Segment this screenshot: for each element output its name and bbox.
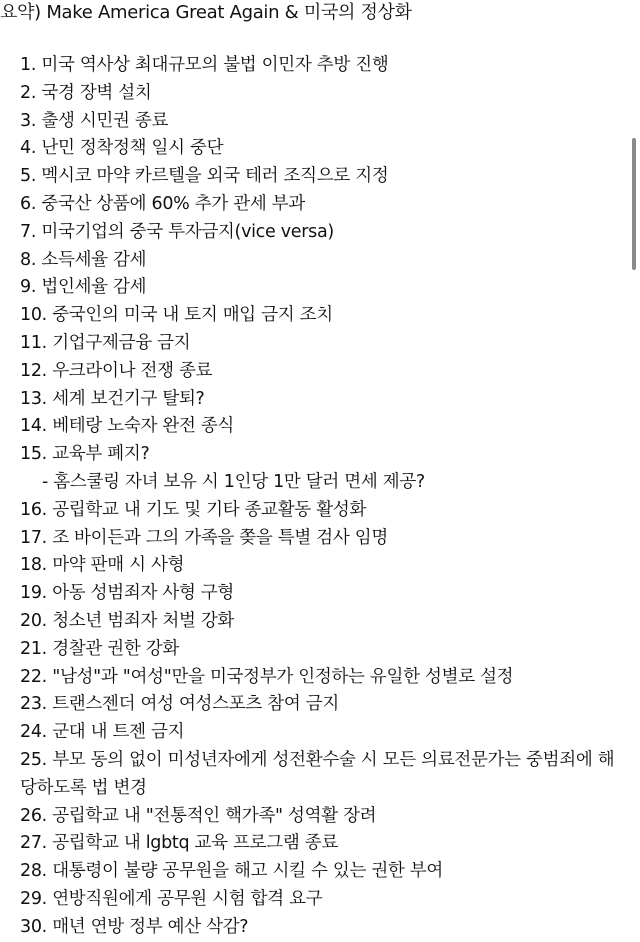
list-item: 29. 연방직원에게 공무원 시험 합격 요구 — [20, 888, 323, 909]
policy-list — [0, 52, 628, 942]
list-item: 13. 세계 보건기구 탈퇴? — [20, 388, 205, 409]
list-item: 15. 교육부 폐지? — [20, 444, 150, 465]
list-item: 20. 청소년 범죄자 처벌 강화 — [20, 610, 235, 631]
list-item: 3. 출생 시민권 종료 — [20, 110, 169, 131]
list-item: 12. 우크라이나 전쟁 종료 — [20, 360, 213, 381]
list-item: 5. 멕시코 마약 카르텔을 외국 테러 조직으로 지정 — [20, 166, 389, 187]
list-item: 22. "남성"과 "여성"만을 미국정부가 인정하는 유일한 성별로 설정 — [20, 666, 514, 687]
list-item: 6. 중국산 상품에 60% 추가 관세 부과 — [20, 193, 305, 214]
list-item: 7. 미국기업의 중국 투자금지(vice versa) — [20, 221, 334, 242]
document-title: 요약) Make America Great Again & 미국의 정상화 — [0, 2, 412, 23]
list-item: 2. 국경 장벽 설치 — [20, 82, 152, 103]
list-item: 24. 군대 내 트젠 금지 — [20, 722, 185, 743]
list-item: 18. 마약 판매 시 사형 — [20, 555, 185, 576]
list-item: 11. 기업구제금융 금지 — [20, 332, 191, 353]
vertical-scrollbar[interactable] — [632, 138, 636, 270]
list-item: 26. 공립학교 내 "전통적인 핵가족" 성역활 장려 — [20, 805, 377, 826]
list-item: 10. 중국인의 미국 내 토지 매입 금지 조치 — [20, 305, 333, 326]
list-item: 1. 미국 역사상 최대규모의 불법 이민자 추방 진행 — [20, 55, 389, 75]
list-item: 9. 법인세율 감세 — [20, 277, 147, 298]
list-item: 27. 공립학교 내 lgbtq 교육 프로그램 종료 — [20, 833, 338, 854]
list-item: 17. 조 바이든과 그의 가족을 쫒을 특별 검사 임명 — [20, 527, 388, 548]
list-item: 21. 경찰관 권한 강화 — [20, 638, 179, 659]
list-item: 14. 베테랑 노숙자 완전 종식 — [20, 416, 235, 437]
list-item: 25. 부모 동의 없이 미성년자에게 성전환수술 시 모든 의료전문가는 중범죄에 해당하도록 법 변경 — [20, 749, 615, 798]
list-item: 16. 공립학교 내 기도 및 기타 종교활동 활성화 — [20, 499, 367, 520]
list-item: 28. 대통령이 불량 공무원을 해고 시킬 수 있는 권한 부여 — [20, 861, 443, 882]
list-item: 4. 난민 정착정책 일시 중단 — [20, 138, 224, 159]
list-item: 30. 매년 연방 정부 예산 삭감? — [20, 916, 249, 937]
list-item: 8. 소득세율 감세 — [20, 249, 147, 270]
list-item: 19. 아동 성범죄자 사형 구형 — [20, 583, 235, 604]
sub-list-item: - 홈스쿨링 자녀 보유 시 1인당 1만 달러 면세 제공? — [42, 471, 425, 492]
list-item: 23. 트랜스젠더 여성 여성스포츠 참여 금지 — [20, 694, 339, 715]
